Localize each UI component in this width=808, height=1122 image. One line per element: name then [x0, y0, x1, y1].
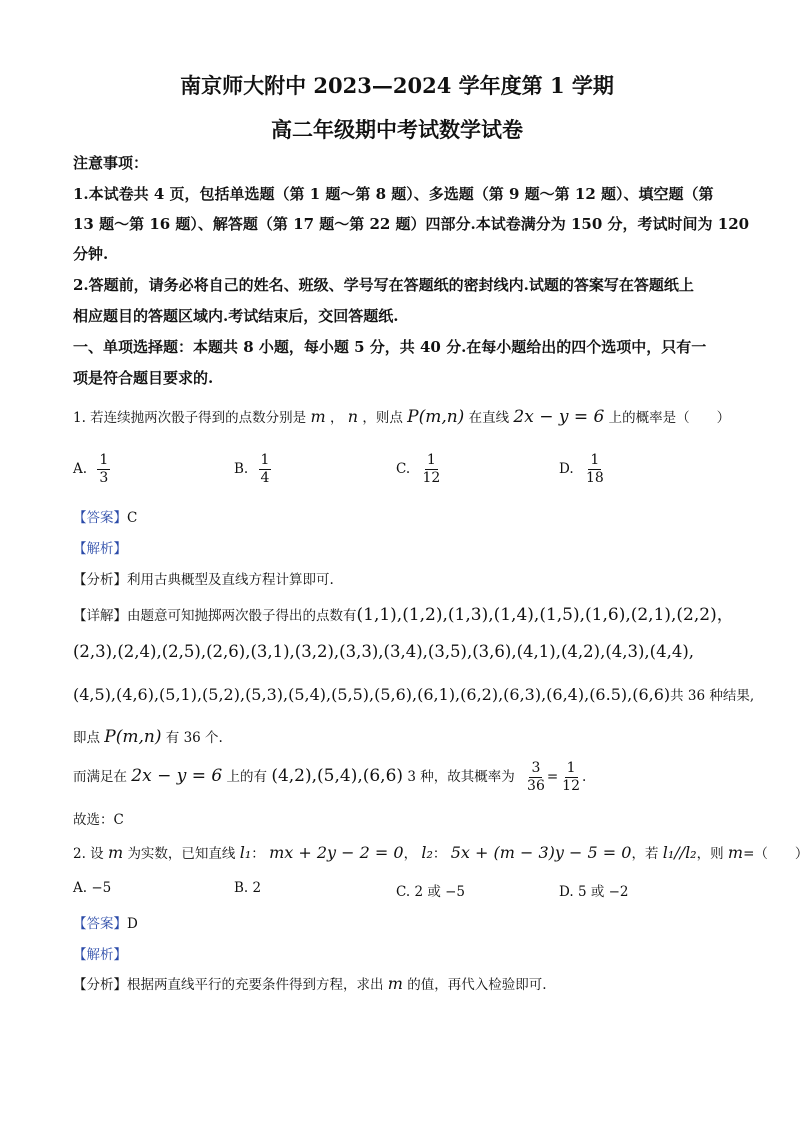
q2-fenxi-text-b: 的值，再代入检验即可. — [407, 977, 547, 993]
q2-fenxi — [73, 973, 728, 993]
q1-sep: ， — [329, 410, 344, 426]
q2-option-b-label: B. — [234, 880, 249, 896]
q2-option-d-label: D. — [559, 884, 574, 900]
q1-detail-l5-pairs: (4,2),(5,4),(6,6) — [271, 766, 404, 786]
q1-option-b-fraction — [259, 452, 272, 487]
q1-analysis-tag: 【解析】 — [73, 541, 127, 557]
section1-line1: 一、单项选择题：本题共 8 小题，每小题 5 分，共 40 分.在每小题给出的四个选项中，只有一 — [73, 338, 707, 356]
q1-option-a-label: A. — [73, 461, 88, 477]
q2-answer-value: D — [127, 916, 138, 932]
q1-option-b — [234, 452, 271, 487]
q1-option-a-fraction — [97, 452, 110, 487]
q1-stem — [73, 406, 731, 427]
q1-choice: 故选：C — [73, 812, 124, 828]
q2-var-m: m — [107, 843, 124, 862]
q1-line-equation: 2x − y = 6 — [513, 407, 605, 427]
q1-detail-count: 共 36 种结果, — [670, 688, 755, 704]
q1-answer-value: C — [127, 510, 138, 526]
q2-option-c-value: 2 或 −5 — [414, 884, 466, 900]
q1-option-b-num: 1 — [260, 452, 270, 468]
q1-option-c-fraction — [420, 452, 442, 487]
q1-detail-pairs-3: (4,5),(4,6),(5,1),(5,2),(5,3),(5,4),(5,5),(5,6),(6,1),(6,2),(6,3),(6,4),(6.5),(6,6) — [73, 685, 671, 704]
q1-detail-l4-a: 即点 — [73, 730, 100, 746]
q1-option-d-label: D. — [559, 461, 574, 477]
q1-option-d — [559, 452, 606, 487]
q1-answer — [73, 506, 728, 526]
q1-var-m: m — [310, 407, 326, 426]
q1-detail-equals: = — [546, 769, 559, 785]
q2-line-l2: l₂ — [421, 843, 433, 862]
q2-option-a-label: A. — [73, 880, 88, 896]
q1-detail-l5-eq: 2x − y = 6 — [131, 766, 223, 786]
q1-detail-tag: 【详解】 — [73, 608, 127, 624]
q2-answer — [73, 912, 728, 932]
section1-line2: 项是符合题目要求的. — [73, 369, 214, 387]
q2-analysis-tag: 【解析】 — [73, 947, 127, 963]
q1-detail-frac1-num: 3 — [531, 760, 541, 776]
q1-detail-fraction-2 — [560, 760, 582, 795]
q2-stem-text-c: ，若 — [631, 846, 659, 862]
q1-detail-fraction-1 — [525, 760, 547, 795]
q1-answer-tag: 【答案】 — [73, 510, 127, 526]
q2-equation-1: mx + 2y − 2 = 0 — [269, 843, 404, 862]
q1-detail-line3 — [73, 684, 755, 704]
exam-subtitle: 高二年级期中考试数学试卷 — [271, 117, 523, 142]
q1-fenxi-text: 利用古典概型及直线方程计算即可. — [127, 572, 334, 588]
q1-option-b-den: 4 — [260, 470, 270, 486]
notice-item2-line2: 相应题目的答题区域内.考试结束后，交回答题纸. — [73, 307, 399, 325]
q1-option-c-label: C. — [396, 461, 411, 477]
q1-detail-l5-a: 而满足在 — [73, 769, 127, 785]
q2-fenxi-tag: 【分析】 — [73, 977, 127, 993]
q2-option-c-label: C. — [396, 884, 411, 900]
q1-detail-frac2-den: 12 — [562, 778, 580, 794]
q1-stem-text-c: 在直线 — [468, 410, 510, 426]
q2-colon-1: ： — [251, 846, 265, 862]
q2-option-c — [396, 880, 465, 900]
notice-heading: 注意事项： — [73, 154, 149, 172]
q2-option-a-value: −5 — [91, 880, 112, 896]
q2-sep: ， — [403, 846, 418, 862]
notice-item1-line1: 1.本试卷共 4 页，包括单选题（第 1 题～第 8 题）、多选题（第 9 题～第 12 题）、填空题（第 — [73, 185, 714, 203]
exam-title: 南京师大附中 2023—2024 学年度第 1 学期 — [180, 73, 614, 98]
q1-option-c — [396, 452, 442, 487]
q2-option-b-value: 2 — [252, 880, 262, 896]
q2-option-d-value: 5 或 −2 — [577, 884, 629, 900]
q1-stem-text-a: 1. 若连续抛两次骰子得到的点数分别是 — [73, 410, 307, 426]
q1-detail-pairs-1: (1,1),(1,2),(1,3),(1,4),(1,5),(1,6),(2,1),(2,2)， — [356, 605, 734, 625]
q2-option-a — [73, 880, 111, 896]
q2-fenxi-text-a: 根据两直线平行的充要条件得到方程，求出 — [127, 977, 384, 993]
q2-option-d — [559, 880, 629, 900]
q2-option-b — [234, 880, 261, 896]
q1-detail-l4-c: 有 36 个. — [165, 730, 223, 746]
q2-var-m-2: m — [727, 843, 744, 862]
q1-var-n: n — [347, 407, 359, 426]
q1-detail-point: P(m,n) — [104, 727, 162, 747]
q2-colon-2: ： — [432, 846, 447, 862]
q1-option-a-num: 1 — [99, 452, 109, 468]
q1-fenxi-tag: 【分析】 — [73, 572, 127, 588]
q2-stem-text-e: =（ ） — [743, 846, 808, 862]
q1-stem-text-b: ，则点 — [362, 410, 403, 426]
q2-analysis — [73, 943, 728, 963]
q1-detail-line2: (2,3),(2,4),(2,5),(2,6),(3,1),(3,2),(3,3),(3,4),(3,5),(3,6),(4,1),(4,2),(4,3),(4,4), — [73, 642, 695, 661]
q1-detail-frac2-num: 1 — [566, 760, 576, 776]
q1-option-c-den: 12 — [422, 470, 441, 486]
q1-detail-frac1-den: 36 — [527, 778, 545, 794]
q1-option-c-num: 1 — [426, 452, 436, 468]
q1-fenxi — [73, 568, 728, 588]
q2-parallel-condition: l₁//l₂ — [662, 843, 697, 862]
q1-option-b-label: B. — [234, 461, 249, 477]
q2-answer-tag: 【答案】 — [73, 916, 127, 932]
q1-analysis — [73, 537, 728, 557]
q1-detail-period: . — [582, 769, 587, 785]
q1-option-d-num: 1 — [590, 452, 600, 468]
q1-option-d-den: 18 — [585, 470, 604, 486]
q2-stem-text-a: 2. 设 — [73, 846, 104, 862]
q1-detail-line5 — [73, 760, 728, 795]
q2-equation-2: 5x + (m − 3)y − 5 = 0 — [450, 843, 632, 862]
q2-fenxi-m: m — [387, 974, 403, 993]
q2-stem — [73, 842, 808, 862]
notice-item2-line1: 2.答题前，请务必将自己的姓名、班级、学号写在答题纸的密封线内.试题的答案写在答题纸上 — [73, 276, 694, 294]
q1-option-a — [73, 452, 110, 487]
q1-detail-text-a: 由题意可知抛掷两次骰子得出的点数有 — [127, 608, 357, 624]
q1-detail-l5-c: 上的有 — [226, 769, 268, 785]
notice-item1-line3: 分钟. — [73, 245, 109, 263]
q1-detail-line4 — [73, 726, 728, 747]
q1-detail-line1 — [73, 600, 734, 625]
notice-item1-line2: 13 题～第 16 题）、解答题（第 17 题～第 22 题）四部分.本试卷满分为 150 分，考试时间为 120 — [73, 215, 750, 233]
q1-detail-l5-e: 3 种，故其概率为 — [407, 769, 515, 785]
q1-option-d-fraction — [584, 452, 606, 487]
q2-stem-text-d: ，则 — [696, 846, 724, 862]
q1-stem-text-d: 上的概率是（ ） — [608, 410, 731, 426]
q1-option-a-den: 3 — [99, 470, 109, 486]
q2-line-l1: l₁ — [239, 843, 252, 862]
q1-point: P(m,n) — [407, 407, 465, 427]
q2-stem-text-b: 为实数，已知直线 — [127, 846, 236, 862]
